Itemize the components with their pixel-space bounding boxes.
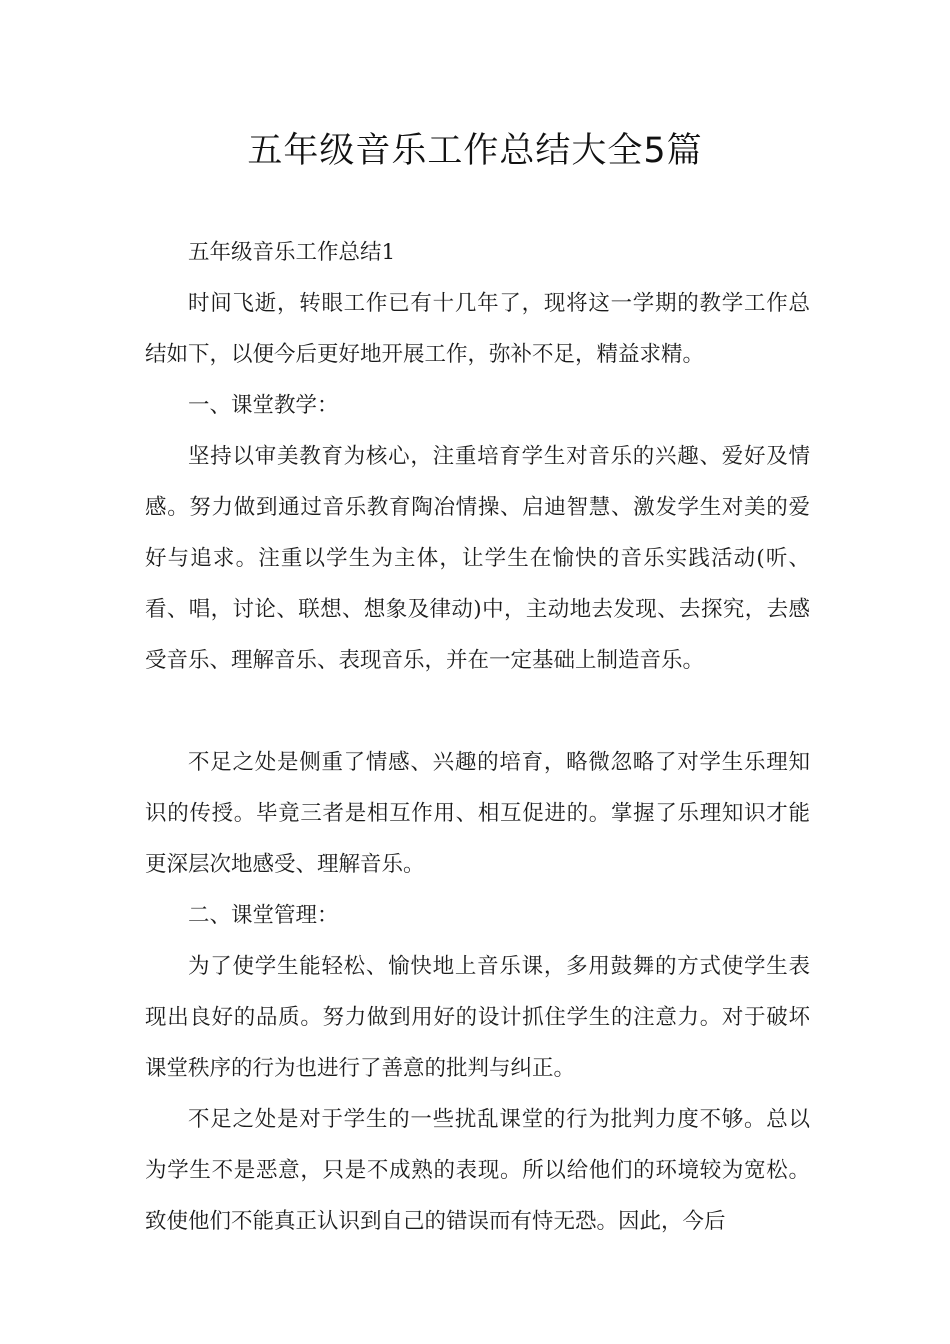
paragraph: 坚持以审美教育为核心，注重培育学生对音乐的兴趣、爱好及情感。努力做到通过音乐教育陶冶情操、启迪智慧、激发学生对美的爱好与追求。注重以学生为主体，让学生在愉快的音乐实践活动(听、看、唱，讨论、联想、想象及律动)中，主动地去发现、去探究，去感受音乐、理解音乐、表现音乐，并在一定基础上制造音乐。 — [145, 444, 810, 673]
section-heading: 五年级音乐工作总结1 — [188, 240, 396, 265]
document-body — [145, 227, 810, 1247]
section-heading: 一、课堂教学： — [188, 393, 339, 418]
paragraph: 不足之处是对于学生的一些扰乱课堂的行为批判力度不够。总以为学生不是恶意，只是不成熟的表现。所以给他们的环境较为宽松。致使他们不能真正认识到自己的错误而有恃无恐。因此，今后 — [145, 1107, 810, 1234]
section-heading: 二、课堂管理： — [188, 903, 339, 928]
paragraph: 为了使学生能轻松、愉快地上音乐课，多用鼓舞的方式使学生表现出良好的品质。努力做到用好的设计抓住学生的注意力。对于破坏课堂秩序的行为也进行了善意的批判与纠正。 — [145, 954, 810, 1081]
paragraph: 不足之处是侧重了情感、兴趣的培育，略微忽略了对学生乐理知识的传授。毕竟三者是相互作用、相互促进的。掌握了乐理知识才能更深层次地感受、理解音乐。 — [145, 750, 810, 877]
paragraph: 时间飞逝，转眼工作已有十几年了，现将这一学期的教学工作总结如下，以便今后更好地开展工作，弥补不足，精益求精。 — [145, 291, 810, 367]
document-title: 五年级音乐工作总结大全5篇 — [247, 131, 703, 171]
